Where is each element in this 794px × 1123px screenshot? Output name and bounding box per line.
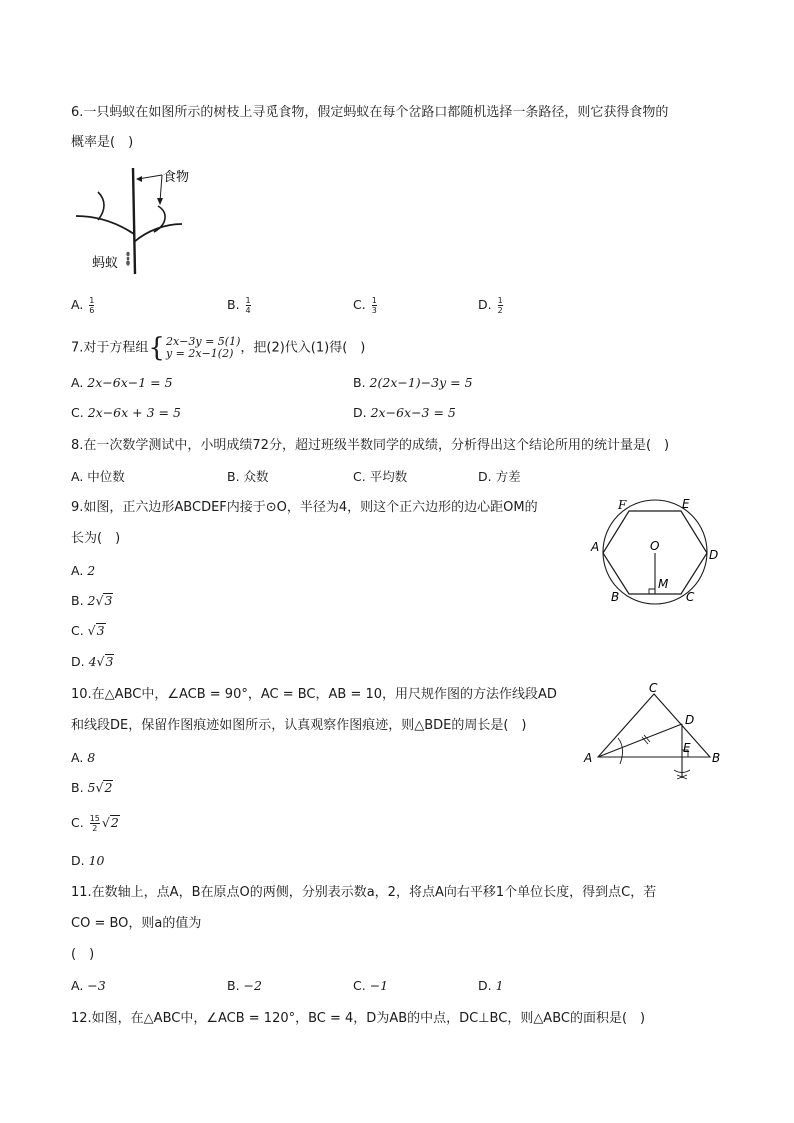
q7-stem-suffix: ，把(2)代入(1)得( ) xyxy=(240,340,366,356)
q6-fig-label-food: 食物 xyxy=(163,170,190,185)
q7-option-d-label: D. xyxy=(353,405,367,420)
q9-option-b[interactable]: B. 2√3 xyxy=(71,593,113,608)
q9-label-d: D xyxy=(709,548,719,562)
q11-stem-line1: 11.在数轴上，点A，B在原点O的两侧，分别表示数a，2，将点A向右平移1个单位长度，得到点C，若 xyxy=(71,885,657,900)
q8-option-c-text: 平均数 xyxy=(369,469,408,484)
q6-option-b-label: B. xyxy=(227,297,240,312)
q10-option-d-text: 10 xyxy=(88,853,105,868)
q9-option-c-label: C. xyxy=(71,623,84,638)
q7-option-b[interactable] xyxy=(353,374,473,392)
q7-option-b-label: B. xyxy=(353,375,366,390)
q6-option-c[interactable] xyxy=(353,296,379,315)
q9-option-d-label: D. xyxy=(71,654,85,669)
q8-option-c-label: C. xyxy=(353,469,366,484)
q9-option-c[interactable]: C. √3 xyxy=(71,623,105,638)
q10-option-b-label: B. xyxy=(71,780,84,795)
q8-stem: 8.在一次数学测试中，小明成绩72分，超过班级半数同学的成绩，分析得出这个结论所用的统计量是( ) xyxy=(71,438,670,453)
q8-option-a[interactable] xyxy=(71,468,125,486)
q7-option-c-text: 2x−6x + 3 = 5 xyxy=(87,405,181,420)
q10-stem-line2: 和线段DE，保留作图痕迹如图所示，认真观察作图痕迹，则△BDE的周长是( ) xyxy=(71,718,527,733)
q10-stem-line1: 10.在△ABC中，∠ACB = 90°，AC = BC，AB = 10，用尺规作图的方法作线段AD xyxy=(71,687,557,702)
q9-label-a: A xyxy=(591,540,600,554)
q6-option-c-fraction: $\frac{1}{3}$ xyxy=(371,296,377,315)
q9-label-o: O xyxy=(650,539,660,553)
q9-label-e: E xyxy=(682,497,690,511)
q9-option-d-coef: 4 xyxy=(88,654,97,669)
q10-option-a[interactable] xyxy=(71,749,95,767)
q9-stem-line2: 长为( ) xyxy=(71,531,121,546)
q9-label-b: B xyxy=(611,590,620,604)
q9-option-d-radicand: 3 xyxy=(105,654,114,669)
q9-label-c: C xyxy=(686,590,695,604)
q11-option-b[interactable] xyxy=(227,977,262,995)
q8-option-a-text: 中位数 xyxy=(87,469,125,484)
q6-option-a[interactable] xyxy=(71,296,96,315)
q6-option-a-fraction: $\frac{1}{6}$ xyxy=(89,296,95,315)
q10-option-a-text: 8 xyxy=(87,750,96,765)
q10-option-b[interactable]: B. 5√2 xyxy=(71,780,113,795)
q9-option-d[interactable]: D. 4√3 xyxy=(71,654,114,669)
q6-stem-line1: 6.一只蚂蚁在如图所示的树枝上寻觅食物，假定蚂蚁在每个岔路口都随机选择一条路径，则它获得食物的 xyxy=(71,105,669,120)
q11-stem-line3: ( ) xyxy=(71,947,95,962)
q11-option-d-label: D. xyxy=(478,978,492,993)
q10-label-a: A xyxy=(584,751,593,765)
q7-equation-system: { 2x−3y = 5(1) y = 2x−1(2) xyxy=(148,333,241,363)
q7-option-d[interactable] xyxy=(353,404,456,422)
q11-option-c-label: C. xyxy=(353,978,366,993)
q8-option-c[interactable] xyxy=(353,468,407,486)
q9-hexagon-figure xyxy=(585,495,725,610)
q10-option-a-label: A. xyxy=(71,750,84,765)
q9-label-m: M xyxy=(658,577,669,591)
q6-option-a-label: A. xyxy=(71,297,84,312)
q6-option-b[interactable] xyxy=(227,296,253,315)
q8-option-b-text: 众数 xyxy=(243,469,269,484)
q6-stem-line2: 概率是( ) xyxy=(71,135,134,150)
q12-stem: 12.如图，在△ABC中，∠ACB = 120°，BC = 4，D为AB的中点，DC⊥BC，则△ABC的面积是( ) xyxy=(71,1011,646,1026)
q9-stem-line1: 9.如图，正六边形ABCDEF内接于⊙O，半径为4，则这个正六边形的边心距OM的 xyxy=(71,500,538,515)
q10-label-b: B xyxy=(712,751,721,765)
q8-option-b[interactable] xyxy=(227,468,269,486)
q8-option-b-label: B. xyxy=(227,469,240,484)
q7-equation-2: y = 2x−1(2) xyxy=(165,347,234,360)
q10-option-b-coef: 5 xyxy=(87,780,96,795)
q8-option-a-label: A. xyxy=(71,469,84,484)
q6-tree-figure xyxy=(70,162,200,277)
q11-option-d-text: 1 xyxy=(495,978,504,993)
q7-option-c[interactable] xyxy=(71,404,181,422)
q7-stem xyxy=(71,335,365,361)
q10-option-d[interactable] xyxy=(71,852,105,870)
q9-option-b-coef: 2 xyxy=(87,593,96,608)
q8-option-d-label: D. xyxy=(478,469,492,484)
q9-option-b-radicand: 3 xyxy=(104,593,113,608)
q10-triangle-figure xyxy=(582,682,727,792)
q7-equation-1: 2x−3y = 5(1) xyxy=(165,335,241,348)
q7-option-d-text: 2x−6x−3 = 5 xyxy=(370,405,456,420)
q6-fig-label-ant: 蚂蚁 xyxy=(92,256,119,271)
q11-stem-line2: CO = BO，则a的值为 xyxy=(71,916,202,931)
q7-option-a[interactable] xyxy=(71,374,173,392)
q9-option-b-label: B. xyxy=(71,593,84,608)
q6-option-d-fraction: $\frac{1}{2}$ xyxy=(497,296,503,315)
q11-option-c-text: −1 xyxy=(369,978,389,993)
q7-stem-prefix: 7.对于方程组 xyxy=(71,340,149,356)
q10-option-c-radicand: 2 xyxy=(110,815,119,830)
q11-option-d[interactable] xyxy=(478,977,504,995)
q11-option-b-label: B. xyxy=(227,978,240,993)
q10-option-c-fraction: $\frac{15}{2}$ xyxy=(89,814,100,833)
q9-label-f: F xyxy=(618,498,627,512)
q7-option-a-label: A. xyxy=(71,375,84,390)
q11-option-b-text: −2 xyxy=(243,978,262,993)
q9-option-c-radicand: 3 xyxy=(96,623,105,638)
q11-option-c[interactable] xyxy=(353,977,388,995)
q10-label-d: D xyxy=(685,713,695,727)
q6-option-d-label: D. xyxy=(478,297,492,312)
q10-option-c-label: C. xyxy=(71,815,84,830)
q7-option-c-label: C. xyxy=(71,405,84,420)
q10-option-c[interactable]: C. $\frac{15}{2}$ √2 xyxy=(71,814,119,833)
q7-option-b-text: 2(2x−1)−3y = 5 xyxy=(369,375,473,390)
q7-option-a-text: 2x−6x−1 = 5 xyxy=(87,375,173,390)
q11-option-a-text: −3 xyxy=(87,978,106,993)
q9-option-a[interactable] xyxy=(71,562,95,580)
q8-option-d-text: 方差 xyxy=(495,469,521,484)
q8-option-d[interactable] xyxy=(478,468,521,486)
q10-option-d-label: D. xyxy=(71,853,85,868)
q11-option-a-label: A. xyxy=(71,978,84,993)
ant-icon xyxy=(126,252,130,266)
q10-label-e: E xyxy=(683,741,691,755)
q9-option-a-text: 2 xyxy=(87,563,96,578)
q9-option-a-label: A. xyxy=(71,563,84,578)
q11-option-a[interactable] xyxy=(71,977,106,995)
q6-option-b-fraction: $\frac{1}{4}$ xyxy=(245,296,251,315)
q10-label-c: C xyxy=(649,681,658,695)
q6-option-c-label: C. xyxy=(353,297,366,312)
q6-option-d[interactable] xyxy=(478,296,505,315)
q10-option-b-radicand: 2 xyxy=(104,780,113,795)
